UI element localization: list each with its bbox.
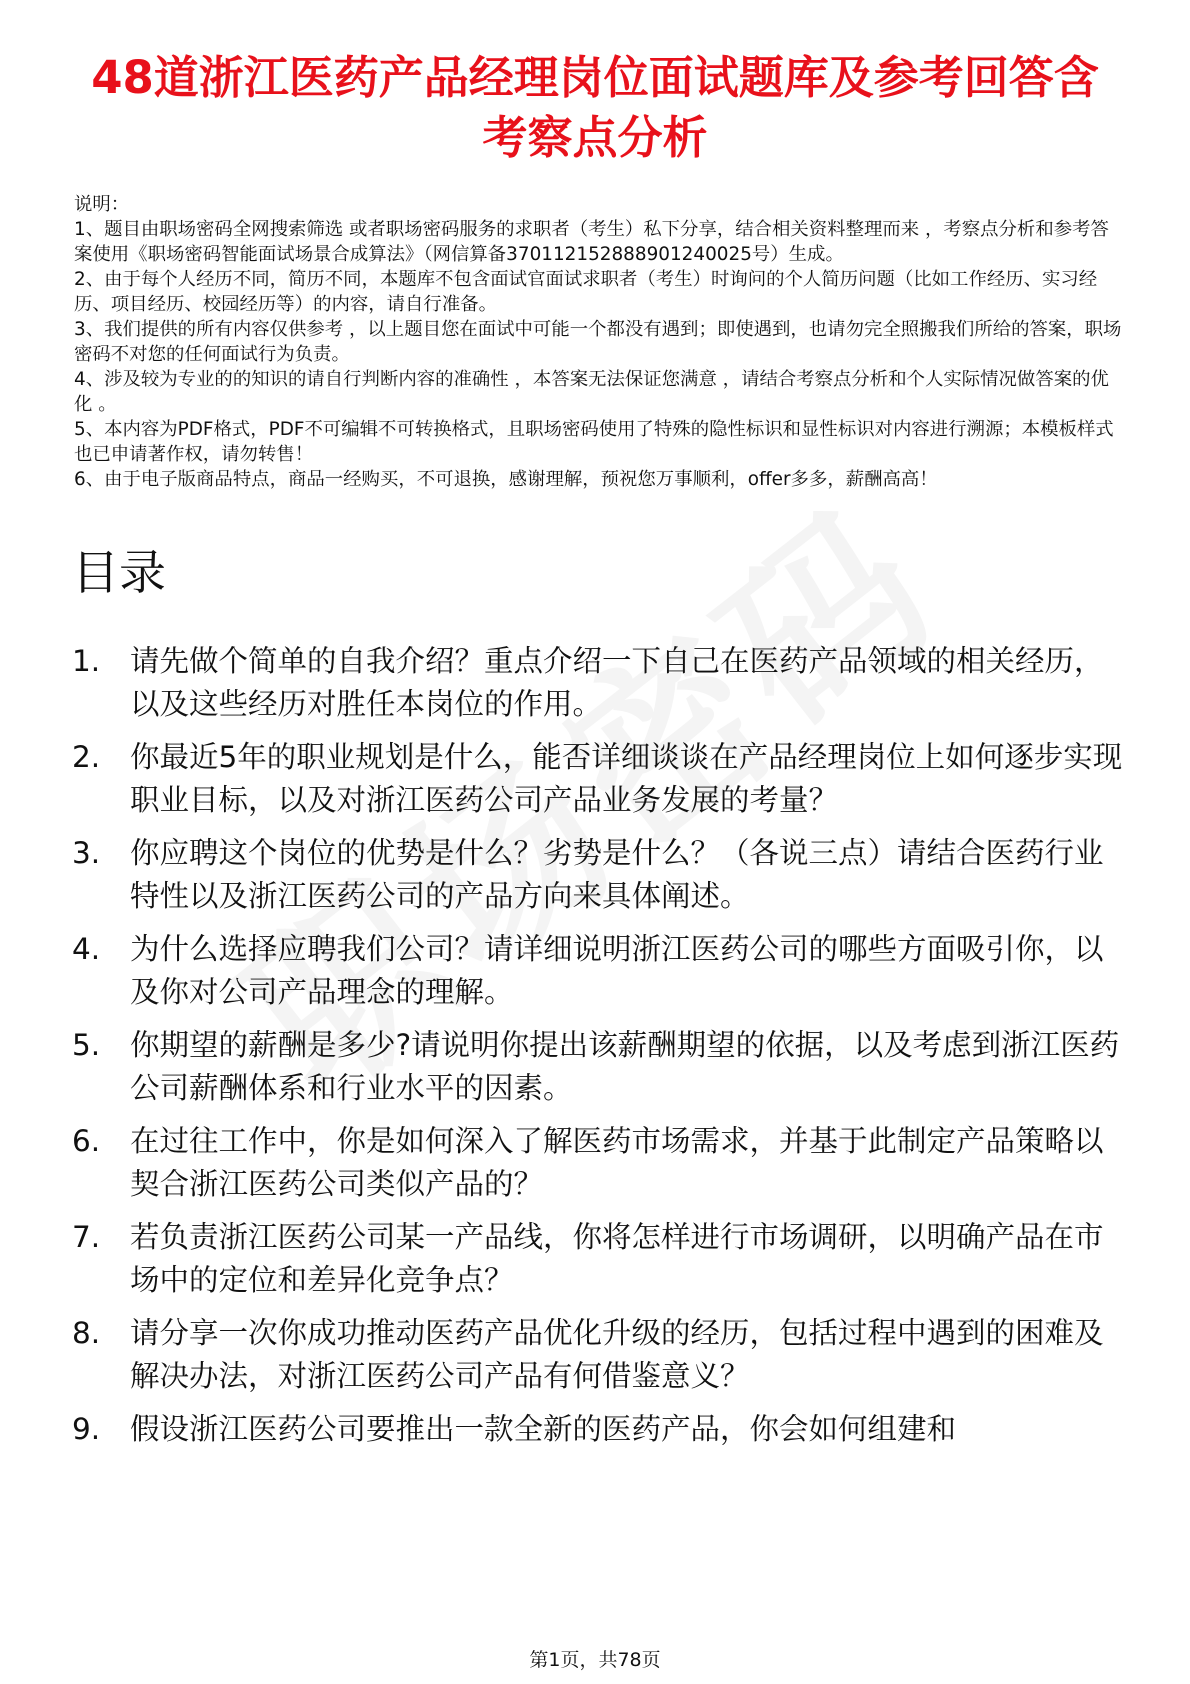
toc-item-text: 假设浙江医药公司要推出一款全新的医药产品，你会如何组建和 bbox=[130, 1412, 957, 1446]
toc-item-text: 你期望的薪酬是多少?请说明你提出该薪酬期望的依据，以及考虑到浙江医药公司薪酬体系和行业水平的因素。 bbox=[130, 1028, 1120, 1105]
toc-item-number: 8. bbox=[72, 1316, 101, 1350]
toc-item[interactable] bbox=[72, 832, 1132, 918]
toc-item-text: 请先做个简单的自我介绍？重点介绍一下自己在医药产品领域的相关经历，以及这些经历对胜任本岗位的作用。 bbox=[130, 644, 1104, 721]
toc-item-text: 你最近5年的职业规划是什么，能否详细谈谈在产品经理岗位上如何逐步实现职业目标，以及对浙江医药公司产品业务发展的考量？ bbox=[130, 740, 1123, 817]
toc-item-text: 若负责浙江医药公司某一产品线，你将怎样进行市场调研，以明确产品在市场中的定位和差异化竞争点？ bbox=[130, 1220, 1104, 1297]
note-item: 5、本内容为PDF格式，PDF不可编辑不可转换格式，且职场密码使用了特殊的隐性标识和显性标识对内容进行溯源；本模板样式也已申请著作权，请勿转售！ bbox=[74, 419, 1114, 465]
title-text: 48道浙江医药产品经理岗位面试题库及参考回答含考察点分析 bbox=[91, 51, 1099, 164]
document-title bbox=[70, 48, 1120, 168]
toc-item[interactable] bbox=[72, 1024, 1132, 1110]
toc-item-number: 5. bbox=[72, 1028, 101, 1062]
toc-item[interactable] bbox=[72, 640, 1132, 726]
note-item: 6、由于电子版商品特点，商品一经购买，不可退换，感谢理解，预祝您万事顺利，offer多多，薪酬高高！ bbox=[74, 469, 938, 490]
toc-item-number: 9. bbox=[72, 1412, 101, 1446]
toc-item-number: 6. bbox=[72, 1124, 101, 1158]
notes-section bbox=[74, 192, 1124, 492]
notes-heading: 说明： bbox=[74, 194, 130, 215]
toc-item[interactable] bbox=[72, 1408, 1132, 1451]
toc-item-number: 3. bbox=[72, 836, 101, 870]
page-footer bbox=[0, 1648, 1190, 1672]
toc-item-text: 你应聘这个岗位的优势是什么？劣势是什么？（各说三点）请结合医药行业特性以及浙江医药公司的产品方向来具体阐述。 bbox=[130, 836, 1104, 913]
toc-heading: 目录 bbox=[72, 546, 166, 601]
toc-item-number: 1. bbox=[72, 644, 101, 678]
page-number: 第1页，共78页 bbox=[529, 1649, 661, 1671]
toc-item[interactable] bbox=[72, 1216, 1132, 1302]
toc-item[interactable] bbox=[72, 928, 1132, 1014]
note-item: 2、由于每个人经历不同，简历不同，本题库不包含面试官面试求职者（考生）时询问的个人简历问题（比如工作经历、实习经历、项目经历、校园经历等）的内容，请自行准备。 bbox=[74, 269, 1098, 315]
note-item: 1、题目由职场密码全网搜索筛选 或者职场密码服务的求职者（考生）私下分享，结合相关资料整理而来 ，考察点分析和参考答案使用《职场密码智能面试场景合成算法》（网信算备370112152888901240025号）生成。 bbox=[74, 219, 1109, 265]
toc-list bbox=[72, 640, 1132, 1461]
note-item: 3、我们提供的所有内容仅供参考 ，以上题目您在面试中可能一个都没有遇到；即使遇到，也请勿完全照搬我们所给的答案，职场密码不对您的任何面试行为负责。 bbox=[74, 319, 1122, 365]
toc-item-text: 在过往工作中，你是如何深入了解医药市场需求，并基于此制定产品策略以契合浙江医药公司类似产品的？ bbox=[130, 1124, 1104, 1201]
toc-item[interactable] bbox=[72, 1312, 1132, 1398]
note-item: 4、涉及较为专业的的知识的请自行判断内容的准确性 ，本答案无法保证您满意 ，请结合考察点分析和个人实际情况做答案的优化 。 bbox=[74, 369, 1109, 415]
toc-item-number: 2. bbox=[72, 740, 101, 774]
toc-item-number: 7. bbox=[72, 1220, 101, 1254]
toc-item-text: 为什么选择应聘我们公司？请详细说明浙江医药公司的哪些方面吸引你，以及你对公司产品理念的理解。 bbox=[130, 932, 1104, 1009]
toc-item[interactable] bbox=[72, 736, 1132, 822]
toc-item-text: 请分享一次你成功推动医药产品优化升级的经历，包括过程中遇到的困难及解决办法，对浙江医药公司产品有何借鉴意义？ bbox=[130, 1316, 1104, 1393]
toc-item-number: 4. bbox=[72, 932, 101, 966]
toc-item[interactable] bbox=[72, 1120, 1132, 1206]
